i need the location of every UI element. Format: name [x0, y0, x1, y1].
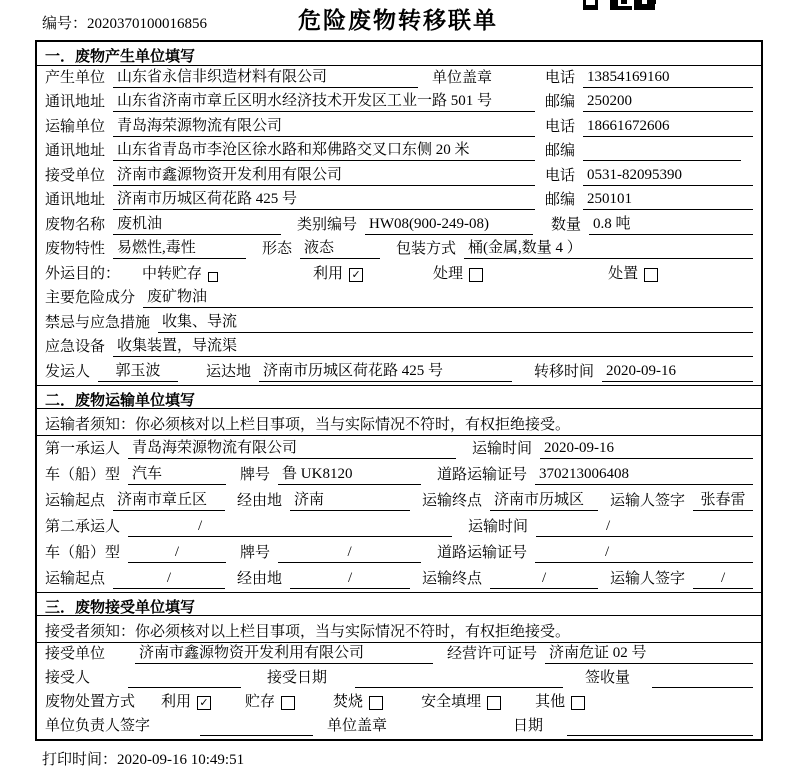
vehicle1-label: 车（船）型 — [45, 466, 121, 483]
producer-value: 山东省永信非织造材料有限公司 — [113, 68, 418, 88]
purpose-option-label: 处理 — [433, 265, 464, 282]
signature-row — [37, 715, 761, 739]
hazard-label: 主要危险成分 — [45, 290, 136, 306]
vehicle2-value: / — [128, 543, 226, 563]
carrier1-label: 第一承运人 — [45, 440, 121, 457]
sign2-value: / — [693, 569, 753, 589]
receiver-address-row — [37, 189, 761, 214]
emergency-value: 收集、导流 — [158, 313, 753, 333]
vehicle1-row — [37, 462, 761, 488]
date-label: 日期 — [513, 717, 544, 734]
seal-label: 单位盖章 — [432, 69, 493, 86]
waste-name-row — [37, 213, 761, 238]
purpose-label: 外运目的： — [45, 265, 121, 282]
sign1-value: 张春雷 — [693, 491, 753, 511]
zip2-value — [583, 141, 741, 161]
consignor-row — [37, 360, 761, 385]
hazard-value: 废矿物油 — [143, 288, 753, 308]
serial-label: 编号： — [42, 16, 88, 32]
qr-code-icon — [583, 0, 656, 10]
road-permit2-label: 道路运输证号 — [437, 544, 528, 561]
print-time-label: 打印时间： — [42, 752, 118, 768]
carrier2-value: / — [128, 517, 452, 537]
disposal-option-label: 其他 — [535, 693, 566, 710]
vehicle1-value: 汽车 — [128, 465, 226, 485]
acceptor-row — [37, 667, 761, 691]
origin2-label: 运输起点 — [45, 570, 106, 587]
acceptor-label: 接受人 — [45, 669, 91, 686]
category-code-value: HW08(900-249-08) — [365, 215, 533, 235]
permit-label: 经营许可证号 — [447, 645, 538, 662]
end1-label: 运输终点 — [422, 492, 483, 509]
transporter-notice: 运输者须知：你必须核对以上栏目事项，当与实际情况不符时，有权拒绝接受。 — [37, 409, 761, 436]
zip1-label: 邮编 — [544, 94, 575, 110]
checkbox-dispose — [644, 268, 658, 282]
disposal-option — [333, 693, 383, 712]
producer-row — [37, 66, 761, 91]
plate2-label: 牌号 — [240, 544, 271, 561]
purpose-option-label: 利用 — [313, 265, 344, 282]
end1-value: 济南市历城区 — [490, 491, 598, 511]
emergency-measures-row — [37, 311, 761, 336]
vehicle2-row — [37, 540, 761, 566]
transfer-time-label: 转移时间 — [534, 363, 595, 380]
quantity-value: 0.8 吨 — [589, 215, 753, 235]
transport-time2-label: 运输时间 — [468, 518, 529, 535]
transporter-label: 运输单位 — [45, 118, 106, 135]
purpose-row — [37, 262, 761, 287]
destination-value: 济南市历城区荷花路 425 号 — [259, 362, 512, 382]
sign2-label: 运输人签字 — [610, 570, 686, 587]
carrier2-row — [37, 514, 761, 540]
form-label: 形态 — [262, 241, 293, 257]
producer-address-row — [37, 91, 761, 116]
quantity-label: 数量 — [551, 216, 582, 233]
section3-header: 三．废物接受单位填写 — [37, 592, 761, 616]
purpose-option-label: 中转贮存 — [142, 265, 203, 282]
character-label: 废物特性 — [45, 241, 106, 257]
disposal-option-label: 安全填埋 — [421, 693, 482, 710]
purpose-option-label: 处置 — [608, 265, 639, 282]
manifest-form — [35, 40, 763, 741]
plate1-label: 牌号 — [240, 466, 271, 483]
plate2-value: / — [278, 543, 421, 563]
transporter-address-row — [37, 140, 761, 165]
print-time — [42, 748, 244, 769]
transport-time1-label: 运输时间 — [472, 440, 533, 457]
addr3-label: 通讯地址 — [45, 192, 106, 208]
end2-label: 运输终点 — [422, 570, 483, 587]
plate1-value: 鲁 UK8120 — [278, 465, 421, 485]
receiver-row — [37, 164, 761, 189]
end2-value: / — [490, 569, 598, 589]
via1-value: 济南 — [290, 491, 410, 511]
disposal-option-label: 贮存 — [245, 693, 276, 710]
purpose-option — [313, 265, 363, 284]
phone3-value: 0531-82095390 — [583, 166, 753, 186]
page-header — [0, 0, 796, 40]
phone1-label: 电话 — [544, 69, 575, 86]
equipment-value: 收集装置，导流渠 — [113, 337, 753, 357]
addr1-label: 通讯地址 — [45, 94, 106, 110]
packing-label: 包装方式 — [396, 241, 457, 257]
transporter-row — [37, 115, 761, 140]
accept-unit-label: 接受单位 — [45, 645, 106, 662]
disposal-method-label: 废物处置方式 — [45, 693, 136, 710]
form-value: 液态 — [300, 239, 380, 259]
unit-seal-label: 单位盖章 — [327, 717, 388, 734]
origin1-value: 济南市章丘区 — [113, 491, 225, 511]
phone3-label: 电话 — [544, 167, 575, 184]
permit-value: 济南危证 02 号 — [545, 644, 753, 664]
phone2-label: 电话 — [544, 118, 575, 135]
manager-sign-value — [200, 716, 313, 736]
zip2-label: 邮编 — [544, 143, 575, 159]
origin1-label: 运输起点 — [45, 492, 106, 509]
serial-value: 2020370100016856 — [87, 16, 208, 32]
disposal-option — [245, 693, 295, 712]
purpose-option — [608, 265, 658, 284]
checkbox-transfer-storage — [208, 272, 218, 282]
vehicle2-label: 车（船）型 — [45, 544, 121, 561]
via2-label: 经由地 — [237, 570, 283, 587]
purpose-option — [433, 265, 483, 284]
checkbox-disposal-incinerate — [369, 696, 383, 710]
emergency-label: 禁忌与应急措施 — [45, 314, 151, 331]
disposal-method-row — [37, 691, 761, 715]
waste-name-label: 废物名称 — [45, 216, 106, 233]
checkbox-disposal-store — [281, 696, 295, 710]
accept-date-label: 接受日期 — [267, 669, 328, 686]
addr2-label: 通讯地址 — [45, 143, 106, 159]
category-code-label: 类别编号 — [297, 216, 358, 233]
packing-value: 桶(金属,数量 4 ） — [464, 239, 753, 259]
section1-header: 一．废物产生单位填写 — [37, 42, 761, 66]
sign1-label: 运输人签字 — [610, 492, 686, 509]
disposal-option — [161, 693, 211, 712]
transfer-time-value: 2020-09-16 — [602, 362, 753, 382]
checkbox-disposal-other — [571, 696, 585, 710]
disposal-option — [421, 693, 501, 712]
road-permit2-value: / — [535, 543, 753, 563]
disposal-option — [535, 693, 585, 712]
transport-time1-value: 2020-09-16 — [540, 439, 753, 459]
received-qty-value — [652, 668, 753, 688]
accept-unit-row — [37, 643, 761, 667]
phone2-value: 18661672606 — [583, 117, 753, 137]
date-value — [567, 716, 753, 736]
character-value: 易燃性,毒性 — [113, 239, 246, 259]
receiver-notice: 接受者须知：你必须核对以上栏目事项，当与实际情况不符时，有权拒绝接受。 — [37, 616, 761, 643]
via2-value: / — [290, 569, 410, 589]
addr1-value: 山东省济南市章丘区明水经济技术开发区工业一路 501 号 — [113, 92, 535, 112]
carrier1-row — [37, 436, 761, 462]
origin2-value: / — [113, 569, 225, 589]
checkbox-treat — [469, 268, 483, 282]
addr2-value: 山东省青岛市李沧区徐水路和郑佛路交叉口东侧 20 米 — [113, 141, 535, 161]
checkbox-utilize: ✓ — [349, 268, 363, 282]
zip3-label: 邮编 — [544, 192, 575, 208]
received-qty-label: 签收量 — [585, 669, 631, 686]
accept-date-value — [355, 668, 563, 688]
waste-name-value: 废机油 — [113, 215, 281, 235]
emergency-equipment-row — [37, 336, 761, 361]
route2-row — [37, 566, 761, 592]
producer-label: 产生单位 — [45, 69, 106, 86]
destination-label: 运达地 — [206, 363, 252, 380]
via1-label: 经由地 — [237, 492, 283, 509]
page-title: 危险废物转移联单 — [298, 7, 498, 33]
receiver-label: 接受单位 — [45, 167, 106, 184]
equipment-label: 应急设备 — [45, 339, 106, 355]
waste-character-row — [37, 238, 761, 263]
receiver-value: 济南市鑫源物资开发利用有限公司 — [113, 166, 535, 186]
route1-row — [37, 488, 761, 514]
carrier2-label: 第二承运人 — [45, 518, 121, 535]
acceptor-value — [128, 668, 241, 688]
transport-time2-value: / — [536, 517, 753, 537]
disposal-option-label: 利用 — [161, 693, 192, 710]
consignor-value: 郭玉波 — [98, 362, 178, 382]
hazard-row — [37, 287, 761, 312]
zip1-value: 250200 — [583, 92, 753, 112]
print-time-value: 2020-09-16 10:49:51 — [117, 752, 245, 768]
checkbox-disposal-landfill — [487, 696, 501, 710]
transporter-value: 青岛海荣源物流有限公司 — [113, 117, 535, 137]
phone1-value: 13854169160 — [583, 68, 753, 88]
carrier1-value: 青岛海荣源物流有限公司 — [128, 439, 456, 459]
accept-unit-value: 济南市鑫源物资开发利用有限公司 — [135, 644, 433, 664]
checkbox-disposal-utilize: ✓ — [197, 696, 211, 710]
zip3-value: 250101 — [583, 190, 753, 210]
manager-sign-label: 单位负责人签字 — [45, 717, 151, 734]
disposal-option-label: 焚烧 — [333, 693, 364, 710]
section2-header: 二．废物运输单位填写 — [37, 385, 761, 409]
road-permit1-label: 道路运输证号 — [437, 466, 528, 483]
purpose-option — [142, 265, 218, 284]
consignor-label: 发运人 — [45, 363, 91, 380]
road-permit1-value: 370213006408 — [535, 465, 753, 485]
addr3-value: 济南市历城区荷花路 425 号 — [113, 190, 535, 210]
